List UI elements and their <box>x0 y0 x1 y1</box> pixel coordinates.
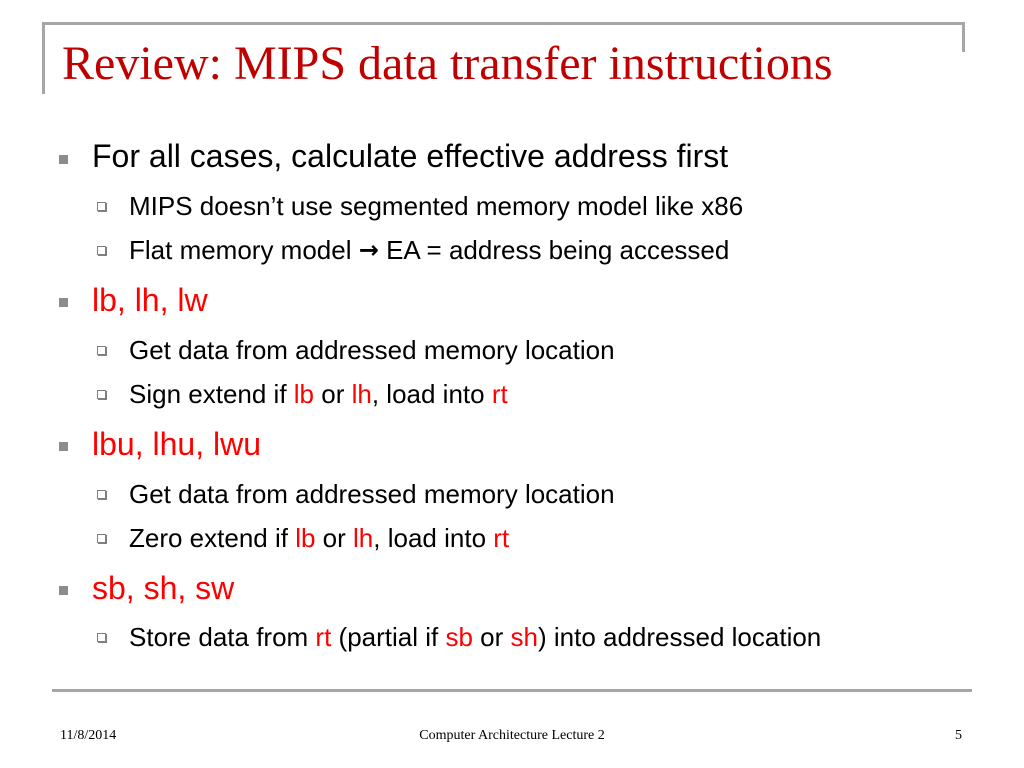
sub-bullet-text: MIPS doesn’t use segmented memory model like x86 <box>129 191 744 221</box>
keyword-sh: sh <box>510 622 538 652</box>
bullet-item <box>92 281 208 319</box>
sub-bullet-checkbox-icon <box>97 346 106 355</box>
sub-bullet-item <box>129 190 743 222</box>
title-frame-top-line <box>42 22 965 25</box>
sub-bullet-item <box>129 234 729 266</box>
sub-bullet-text: Sign extend if <box>129 379 294 409</box>
slide-title: Review: MIPS data transfer instructions <box>62 37 833 90</box>
bullet-text: lb, lh, lw <box>92 282 208 318</box>
bullet-item <box>92 137 728 175</box>
sub-bullet-text: Get data from addressed memory location <box>129 335 615 365</box>
keyword-lb: lb <box>295 523 316 553</box>
sub-bullet-text: Get data from addressed memory location <box>129 479 615 509</box>
sub-bullet-checkbox-icon <box>97 202 106 211</box>
sub-bullet-checkbox-icon <box>97 534 106 543</box>
title-frame-right-line <box>962 22 965 52</box>
keyword-sb: sb <box>445 622 473 652</box>
slide-number: 5 <box>955 728 962 743</box>
sub-bullet-text: , load into <box>371 379 492 409</box>
sub-bullet-text: Zero extend if <box>129 523 296 553</box>
bullet-text: lbu, lhu, lwu <box>92 426 261 462</box>
sub-bullet-item <box>129 478 615 510</box>
keyword-rt: rt <box>315 622 332 652</box>
right-arrow-icon: → <box>358 236 379 264</box>
sub-bullet-item <box>129 522 509 554</box>
bullet-square-icon <box>59 586 68 595</box>
sub-bullet-item <box>129 621 821 653</box>
sub-bullet-text: ) into addressed location <box>537 622 822 652</box>
footer-date: 11/8/2014 <box>60 728 117 743</box>
sub-bullet-checkbox-icon <box>97 246 106 255</box>
keyword-lh: lh <box>353 523 374 553</box>
sub-bullet-text: or <box>472 622 511 652</box>
sub-bullet-text: , load into <box>373 523 494 553</box>
bullet-square-icon <box>59 298 68 307</box>
bullet-item <box>92 569 234 607</box>
bullet-square-icon <box>59 155 68 164</box>
title-frame-left-line <box>42 22 45 94</box>
sub-bullet-checkbox-icon <box>97 633 106 642</box>
footer-divider <box>52 689 972 692</box>
sub-bullet-text: (partial if <box>331 622 446 652</box>
sub-bullet-text: EA = address being accessed <box>378 235 730 265</box>
keyword-lb: lb <box>293 379 315 409</box>
bullet-text: For all cases, calculate effective address first <box>92 138 729 174</box>
sub-bullet-text: or <box>315 523 354 553</box>
footer-course-title: Computer Architecture Lecture 2 <box>419 728 605 743</box>
sub-bullet-item <box>129 378 508 410</box>
keyword-rt: rt <box>493 523 510 553</box>
sub-bullet-checkbox-icon <box>97 390 106 399</box>
sub-bullet-item <box>129 334 615 366</box>
bullet-square-icon <box>59 442 68 451</box>
sub-bullet-text: Flat memory model <box>129 235 359 265</box>
sub-bullet-text: Store data from <box>129 622 316 652</box>
keyword-lh: lh <box>351 379 372 409</box>
bullet-text: sb, sh, sw <box>92 570 235 606</box>
keyword-rt: rt <box>491 379 508 409</box>
sub-bullet-checkbox-icon <box>97 490 106 499</box>
sub-bullet-text: or <box>314 379 352 409</box>
bullet-item <box>92 425 261 463</box>
